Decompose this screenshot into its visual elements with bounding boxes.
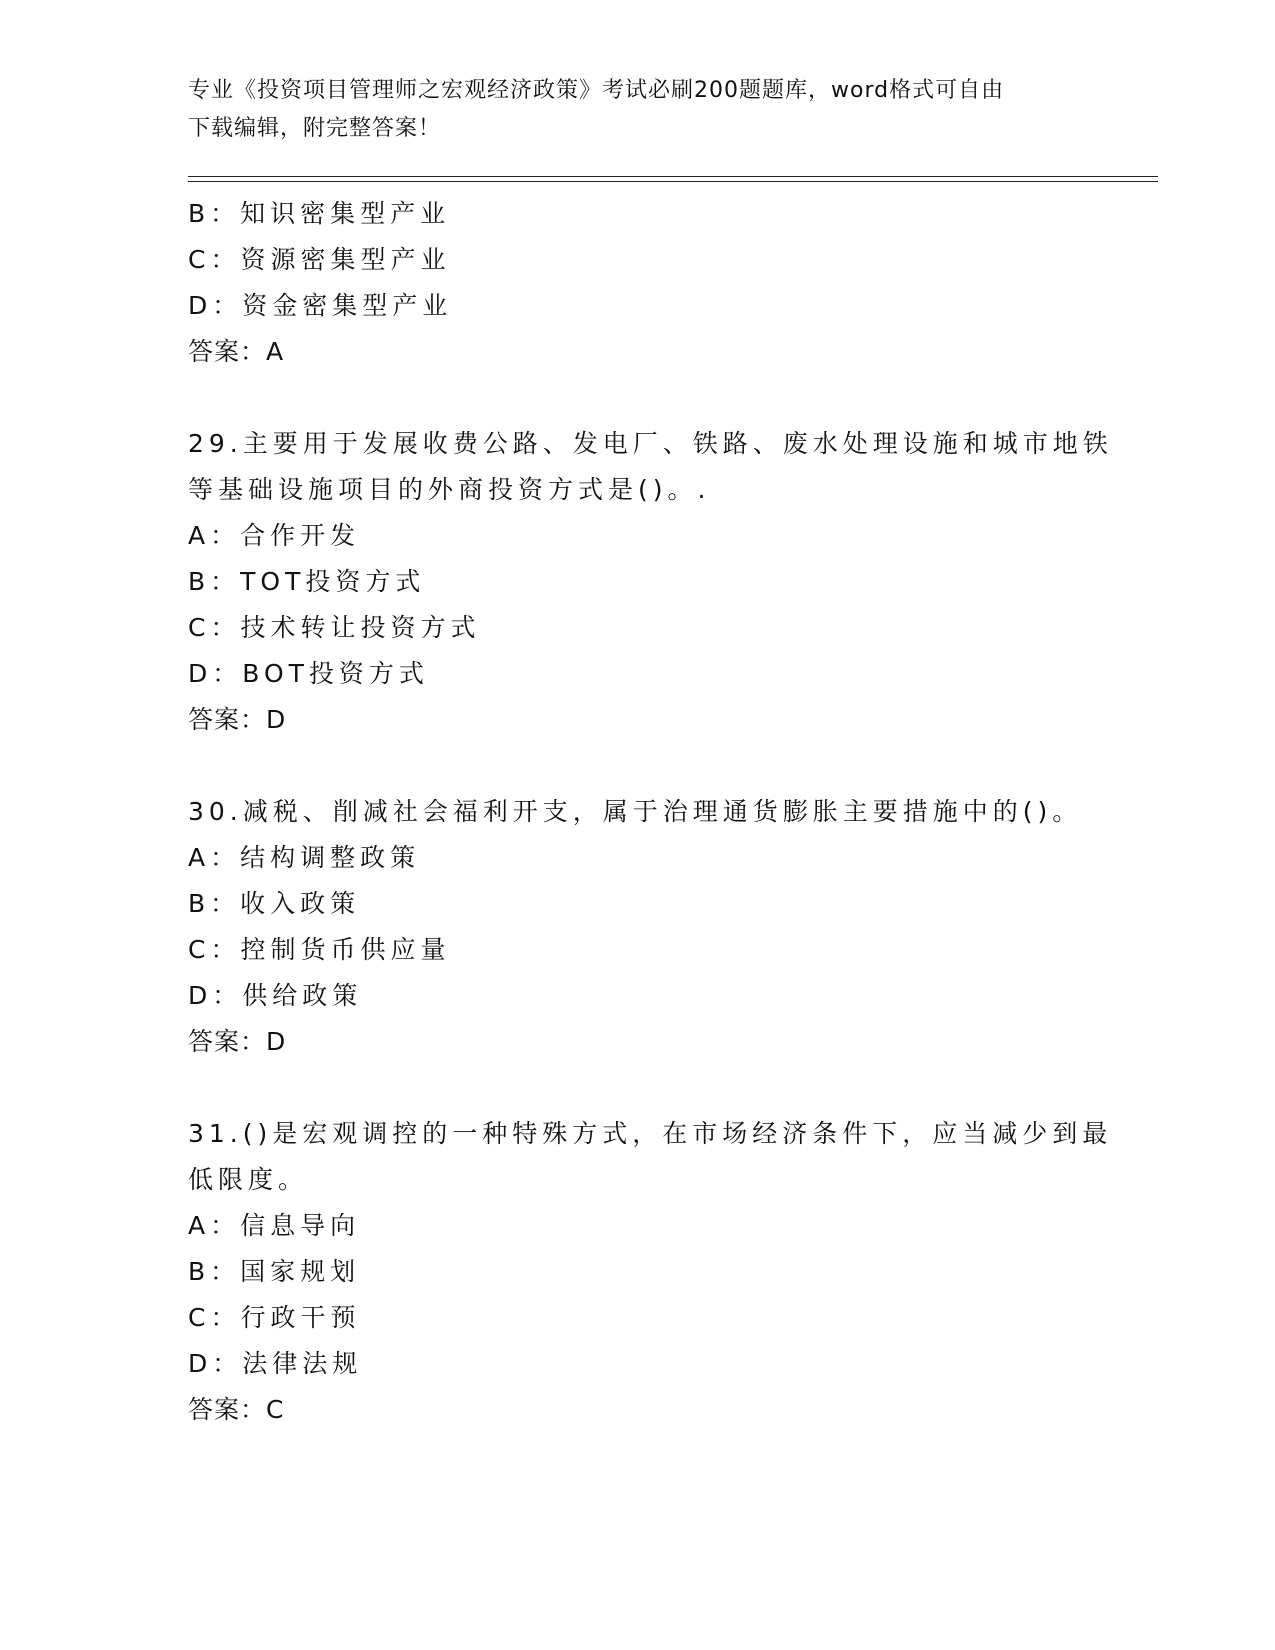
option-b: B：国家规划 [188,1257,361,1286]
header-divider-bottom [188,181,1158,182]
option-c: C：资源密集型产业 [188,245,451,274]
question-31 [188,1111,1113,1433]
question-stem-cont: 等基础设施项目的外商投资方式是()。. [188,475,711,504]
option-b: B：收入政策 [188,889,361,918]
option-d: D：资金密集型产业 [188,291,453,320]
option-c: C：技术转让投资方式 [188,613,481,642]
option-b: B：知识密集型产业 [188,199,451,228]
question-stem: 31.()是宏观调控的一种特殊方式，在市场经济条件下，应当减少到最 [188,1119,1113,1148]
document-header [188,72,1088,148]
option-d: D：BOT投资方式 [188,659,429,688]
option-d: D：供给政策 [188,981,363,1010]
header-line-1: 专业《投资项目管理师之宏观经济政策》考试必刷200题题库，word格式可自由 [188,78,1005,103]
question-29 [188,421,1113,743]
option-c: C：行政干预 [188,1303,361,1332]
option-a: A：结构调整政策 [188,843,421,872]
question-stem: 29.主要用于发展收费公路、发电厂、铁路、废水处理设施和城市地铁 [188,429,1113,458]
option-d: D：法律法规 [188,1349,363,1378]
question-list [188,191,1113,1433]
option-a: A：信息导向 [188,1211,361,1240]
answer: 答案：D [188,705,287,734]
header-line-2: 下载编辑，附完整答案！ [188,116,442,141]
option-b: B：TOT投资方式 [188,567,426,596]
answer: 答案：C [188,1395,285,1424]
option-c: C：控制货币供应量 [188,935,451,964]
question-stem-cont: 低限度。 [188,1165,309,1194]
header-divider-top [188,176,1158,177]
question-30 [188,789,1088,1065]
answer: 答案：D [188,1027,287,1056]
option-a: A：合作开发 [188,521,361,550]
question-28 [188,191,1088,375]
question-stem: 30.减税、削减社会福利开支，属于治理通货膨胀主要措施中的()。 [188,797,1083,826]
answer: 答案：A [188,337,285,366]
